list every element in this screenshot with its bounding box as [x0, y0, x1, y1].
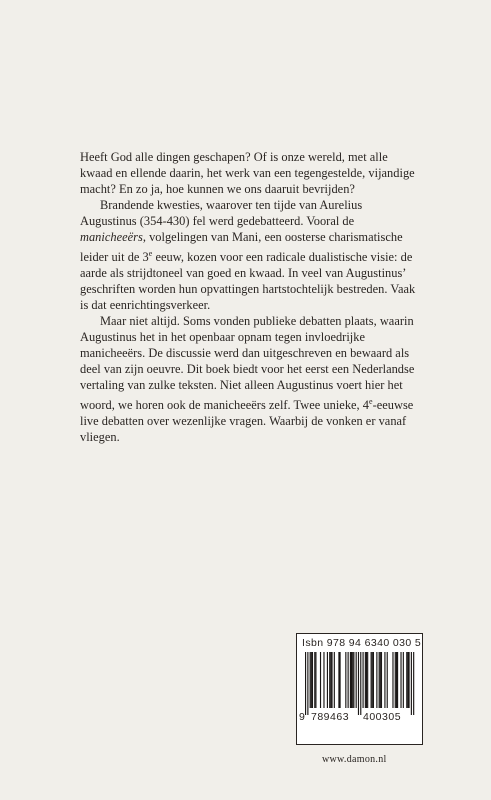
isbn-digit-first: 9 [299, 711, 306, 723]
barcode-bar [348, 652, 349, 708]
blurb-p3-superscript: e [369, 396, 373, 406]
barcode-bar [372, 652, 373, 708]
barcode-bar [311, 652, 312, 708]
barcode-bar [366, 652, 367, 708]
blurb-p2-superscript: e [148, 248, 153, 258]
barcode-bar [411, 652, 412, 715]
barcode-bar [376, 652, 377, 708]
barcode-bar [358, 652, 359, 715]
barcode-bar [356, 652, 357, 708]
barcode-bar [387, 652, 388, 708]
blurb-p3-text: Maar niet altijd. Soms vonden publieke debatten plaats, waarin Augustinus het in het openbaar opnam tegen invloedrijke manicheeërs. De discussie werd dan uitgeschreven en bewaard als deel van zijn oeuvre. Dit boek biedt voor het eerst een Nederlandse vertaling van zulke teksten. Niet alleen Augustinus voert hier het woord, we horen ook de manicheeërs zelf. Twee unieke, 4 [80, 314, 415, 412]
isbn-barcode-box [296, 633, 423, 745]
blurb-p2-text-end: eeuw, kozen voor een radicale dualistische visie: de aarde als strijdtoneel van goed en kwaad. In veel van Augustinus’ geschriften worden hun opvattingen hartstochtelijk bestreden. Vaak is dat eenrichtingsverkeer. [80, 249, 416, 312]
barcode-bar [406, 652, 407, 708]
barcode-bar [351, 652, 352, 708]
barcode-bar [352, 652, 353, 708]
barcode-bar [407, 652, 408, 708]
barcode-bar [305, 652, 306, 715]
barcode-bar [384, 652, 385, 708]
barcode-bar [400, 652, 401, 708]
barcode-bar [367, 652, 368, 708]
barcode-bar [323, 652, 324, 708]
blurb-paragraph-1: Heeft God alle dingen geschapen? Of is onze wereld, met alle kwaad en ellende daarin, het werk van een tegengestelde, vijandige macht? En zo ja, hoe kunnen we ons daaruit bevrijden? [80, 150, 415, 197]
barcode-bar [353, 652, 354, 708]
barcode-bar [363, 652, 364, 708]
barcode-bar [330, 652, 331, 708]
blurb-paragraph-3 [80, 313, 418, 445]
barcode-bar [327, 652, 328, 708]
barcode-bar [413, 652, 414, 715]
barcode-bar [338, 652, 339, 708]
blurb-p3-text-end: -eeuwse live debatten over wezenlijke vragen. Waarbij de vonken er vanaf vliegen. [80, 397, 414, 444]
blurb-p2-text-cont: , volgelingen van Mani, een oosterse charismatische leider uit de 3 [80, 230, 403, 264]
barcode-bar [314, 652, 315, 708]
barcode-bar [395, 652, 396, 708]
barcode-bar [381, 652, 382, 708]
blurb-p2-text: Brandende kwesties, waarover ten tijde van Aurelius Augustinus (354-430) fel werd gedebatteerd. Vooral de [80, 198, 363, 229]
barcode-bar [340, 652, 341, 708]
barcode-bar [334, 652, 335, 708]
barcode-bar [379, 652, 380, 708]
blurb-paragraph-2 [80, 197, 418, 313]
barcode-bar [403, 652, 404, 708]
isbn-label: Isbn 978 94 6340 030 5 [302, 637, 422, 649]
barcode-bar [397, 652, 398, 708]
barcode-bar [307, 652, 308, 715]
barcode-bar [331, 652, 332, 708]
barcode-bar [409, 652, 410, 708]
blurb-p2-italic: manicheeërs [80, 230, 143, 245]
barcode-bar [345, 652, 346, 708]
barcode-bar [380, 652, 381, 708]
barcode-bar [310, 652, 311, 708]
barcode-bar [350, 652, 351, 708]
barcode-bar [315, 652, 316, 708]
barcode-bar [371, 652, 372, 708]
barcode-bars [305, 652, 415, 716]
back-cover-blurb [80, 149, 418, 445]
barcode-bar [320, 652, 321, 708]
barcode-bar [365, 652, 366, 708]
barcode-bar [392, 652, 393, 708]
isbn-digits-left: 789463 [311, 711, 350, 723]
barcode-bar [360, 652, 361, 715]
isbn-digits-right: 400305 [363, 711, 402, 723]
publisher-website: www.damon.nl [322, 754, 387, 765]
barcode-bar [312, 652, 313, 708]
barcode-bar [329, 652, 330, 708]
barcode-bar [396, 652, 397, 708]
barcode-bar [373, 652, 374, 708]
